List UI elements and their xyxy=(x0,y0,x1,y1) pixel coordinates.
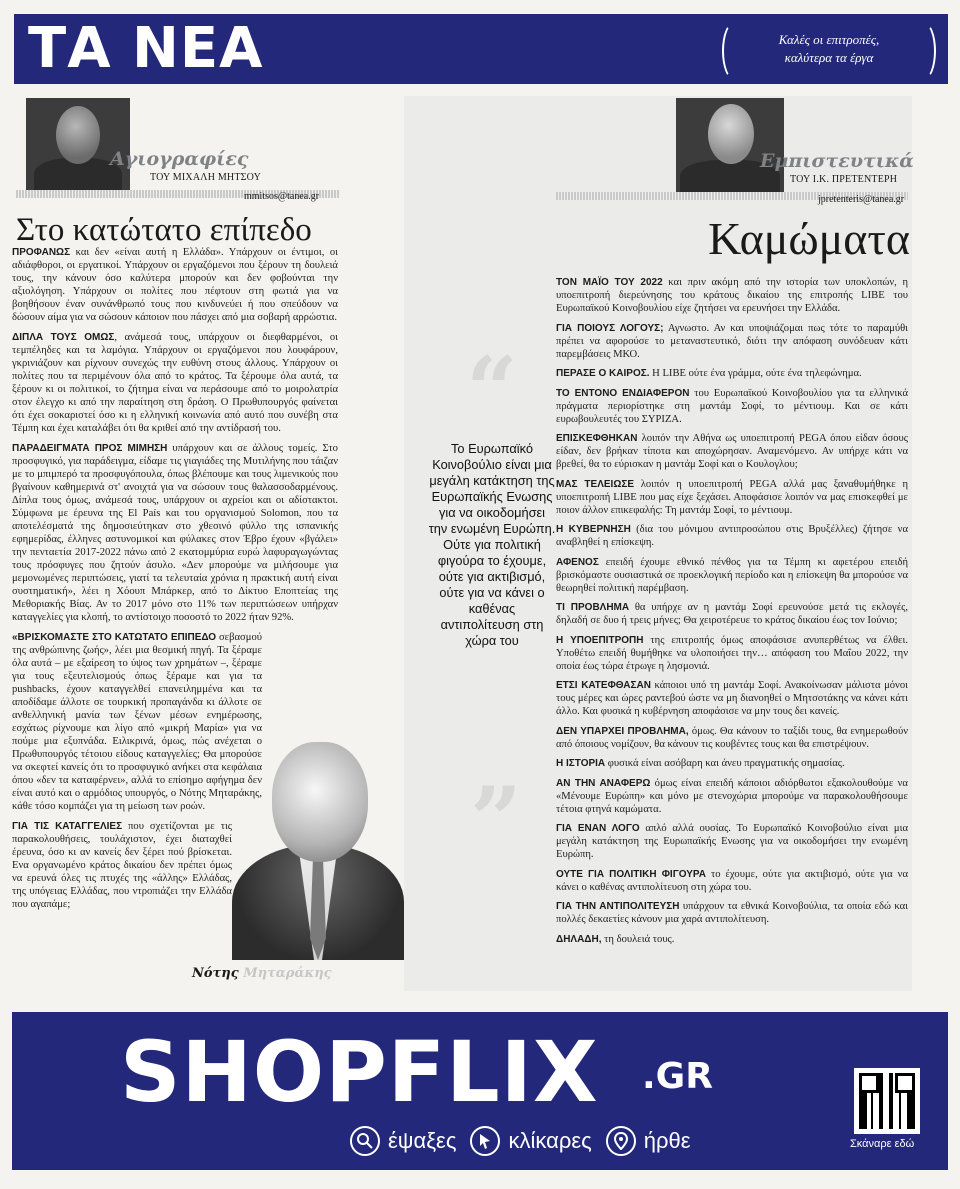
paragraph: ΠΑΡΑΔΕΙΓΜΑΤΑ ΠΡΟΣ ΜΙΜΗΣΗ υπάρχουν και σε άλλους τομείς. Στο προσφυγικό, για παράδειγμα, είδαμε τις γιαγιάδες της Μυτιλήνης που τάιζαν με το μπιμπερό τα προσφυγόπουλα, όπως βλέπουμε και τους λιμενικούς που βγαίνουν καθημερινά στ' ανοιχτά για να σώσουν τους θαλασσοδαρμένους. Δίπλα τους όμως, ανάμεσά τους, υπάρχουν οι αχρείοι και οι αδίστακτοι. Σύμφωνα με έρευνα της El País και του οργανισμού Solomon, που τα αποτελέσματά της δημοσιεύτηκαν στο χθεσινό φύλλο της ισπανικής εφημερίδας, έλληνες αστυνομικοί και φύλακες στον Έβρο έχουν «βγάλει» την πενταετία 2017-2022 πάνω από 2 εκατομμύρια ευρώ λαφυραγωγώντας τους πρόσφυγες που ζητούν άσυλο. «Δεν μπορούμε να μιλήσουμε για μεμονωμένες περιπτώσεις, γιατί τα τελευταία χρόνια η πρακτική αυτή είναι συστηματική», λέει η Χόουπ Μπάρκερ, από το Δίκτυο Εποπτείας της Μεθοριακής Βίας. Αν το 2017 μόνο στο 11% των περιπτώσεων υπήρχαν καταγγελίες για κλοπή, το αντίστοιχο ποσοστό το 2022 ήταν 92%. xyxy=(12,443,338,623)
paragraph: Η ΙΣΤΟΡΙΑ φυσικά είναι ασόβαρη και άνευ πραγματικής σημασίας. xyxy=(556,758,845,769)
qr-label: Σκάναρε εδώ xyxy=(850,1138,915,1150)
paragraph: ΓΙΑ ΤΙΣ ΚΑΤΑΓΓΕΛΙΕΣ που σχετίζονται με τις παρακολουθήσεις, τουλάχιστον, έχει διαταχθεί έρευνα, όσο κι αν κανείς δεν ξέρει πού βρίσκεται. Ενα οργανωμένο κράτος δικαίου δεν πρέπει όμως να ερευνά όλες τις πτυχές της «άλλης» Ελλάδας, της υπόγειας Ελλάδας, που ντροπιάζει την Ελλάδα που αγαπάμε; xyxy=(12,821,233,910)
paragraph: ΠΡΟΦΑΝΩΣ και δεν «είναι αυτή η Ελλάδα». Υπάρχουν οι έντιμοι, οι αδιάφθοροι, οι εργατικοί. Υπάρχουν οι εργαζόμενοι που ξέρουν τη δουλειά τους, την κάνουν όσο καλύτερα μπορούν και δεν φοβούνται την αξιολόγηση. Υπάρχουν οι πολίτες που πέφτουν στη φωτιά για να βοηθήσουν έναν συνάνθρωπό τους που κινδυνεύει ή που σπεύδουν να δώσουν αίμα για να σώσουν κάποιον που πάσχει από μια σοβαρή αρρώστια. xyxy=(12,247,338,323)
byline-left: ΤΟΥ ΜΙΧΑΛΗ ΜΗΤΣΟΥ xyxy=(150,172,262,183)
search-icon xyxy=(350,1126,380,1156)
column-name-left: Αγιογραφίες xyxy=(110,148,249,170)
cursor-icon xyxy=(470,1126,500,1156)
paragraph: Η ΚΥΒΕΡΝΗΣΗ (δια του μόνιμου αντιπροσώπου στις Βρυξέλλες) ζήτησε να αναβληθεί η επίσκεψη. xyxy=(556,524,909,548)
paragraph: ΤΙ ΠΡΟΒΛΗΜΑ θα υπήρχε αν η μαντάμ Σοφί ερευνούσε μετά τις εκλογές, δηλαδή σε δυο ή τρεις μήνες; Θα χειροτέρευε το κράτος δικαίου έως τον Ιούνιο; xyxy=(556,602,908,626)
paragraph: ΔΕΝ ΥΠΑΡΧΕΙ ΠΡΟΒΛΗΜΑ, όμως. Θα κάνουν το ταξίδι τους, θα ενημερωθούν από όποιους νομίζουν, θα κάνουν τις κουβέντες τους και θα επιστρέψουν. xyxy=(556,725,908,750)
masthead xyxy=(14,14,948,84)
pull-quote: Το Ευρωπαϊκό Κοινοβούλιο είναι μια μεγάλη κατάκτηση της Ευρωπαϊκής Ενωσης για να οικοδομήσει την ενωμένη Ευρώπη. Ούτε για πολιτική φιγούρα το έχουμε, ούτε για ακτιβισμό, ούτε για να κάνει ο καθένας αντιπολίτευση στη χώρα του xyxy=(428,441,556,648)
tagline-click: κλίκαρες xyxy=(470,1126,591,1156)
headline-left: Στο κατώτατο επίπεδο xyxy=(16,212,312,248)
email-left[interactable]: mmitsos@tanea.gr xyxy=(244,191,320,202)
photo-caption: Νότης Μηταράκης xyxy=(192,966,332,981)
paragraph: Η ΥΠΟΕΠΙΤΡΟΠΗ της επιτροπής όμως αποφάσισε ανυπερθέτως να έλθει. Υποθέτω επειδή θυμήθηκε να υλοποιήσει την… απόφαση του Μαΐου 2022, την οποία έως τώρα έτρωγε η λησμονιά. xyxy=(556,634,908,672)
ad-taglines xyxy=(350,1126,691,1156)
shopflix-logo: SHOPFLIX xyxy=(120,1023,599,1121)
shopflix-domain: .GR xyxy=(642,1056,713,1097)
paragraph: ΓΙΑ ΤΗΝ ΑΝΤΙΠΟΛΙΤΕΥΣΗ υπάρχουν τα εθνικά Κοινοβούλια, τα οποία εδώ και πολλές δεκαετίες κάνουν μια χαρά αντιπολίτευση. xyxy=(556,901,908,925)
paragraph: ΕΠΙΣΚΕΦΘΗΚΑΝ λοιπόν την Αθήνα ως υποεπιτροπή PEGA όπου είδαν όσους είδαν, δεν βρήκαν τίποτα και αποχώρησαν. Αναμενόμενο. Αν υπήρχε κάτι να βρεθεί, θα το εύρισκαν η μαντάμ Σοφί και ο Κουλογλου; xyxy=(556,433,908,470)
paragraph: ΓΙΑ ΠΟΙΟΥΣ ΛΟΓΟΥΣ; Αγνωστο. Αν και υποψιάζομαι πως τότε το παραμύθι πρέπει να αφορούσε το μεταναστευτικό, διότι την απόφαση συνόδευαν κάτι παρεμβάσεις ΜΚΟ. xyxy=(556,322,908,360)
paragraph: ΔΙΠΛΑ ΤΟΥΣ ΟΜΩΣ, ανάμεσά τους, υπάρχουν οι διεφθαρμένοι, οι τεμπέληδες και τα λαμόγια. Υπάρχουν οι εργαζόμενοι που λουφάρουν, γκρινιάζουν και ρίχνουν συνεχώς την ευθύνη στους άλλους. Υπάρχουν οι πολίτες που τα περιμένουν όλα από το κράτος. Τα ξέρουμε όλα αυτά, τα ξέρουν κι οι πολιτικοί, το ζήτημα είναι να περάσουμε από το μοιρολατρία στον έλεγχο κι από την παραίτηση στη δράση. Ο Πρωθυπουργός φαίνεται ότι έχει σοκαριστεί όσο κι η ελληνική κοινωνία από αυτό που συνέβη στα Τέμπη και έχει καταλάβει ότι θα κριθεί από την αντίδρασή του. xyxy=(12,332,338,434)
paragraph: ΑΝ ΤΗΝ ΑΝΑΦΕΡΩ όμως είναι επειδή κάποιοι αδιόρθωτοι εξακολουθούμε να «Μένουμε Ευρώπη» και μόνο με στενοχώρια μπορούμε να παρακολουθήσουμε τέτοια φτηνά καμώματα. xyxy=(556,777,908,815)
close-quote-icon: ” xyxy=(470,767,522,873)
tagline-search: έψαξες xyxy=(350,1126,456,1156)
paragraph: ΟΥΤΕ ΓΙΑ ΠΟΛΙΤΙΚΗ ΦΙΓΟΥΡΑ το έχουμε, ούτε για ακτιβισμό, ούτε για να κάνει ο καθένας αντιπολίτευση στη χώρα του. xyxy=(556,868,908,893)
paragraph: ΓΙΑ ΕΝΑΝ ΛΟΓΟ απλό αλλά ουσίας. Το Ευρωπαϊκό Κοινοβούλιο είναι μια μεγάλη κατάκτηση της Ευρωπαϊκής Ενωσης για να οικοδομήσει την ενωμένη Ευρώπη. xyxy=(556,823,909,860)
newspaper-logo: ΤΑ ΝΕΑ xyxy=(28,16,264,81)
paragraph: ΕΤΣΙ ΚΑΤΕΦΘΑΣΑΝ κάποιοι υπό τη μαντάμ Σοφί. Ανακοίνωσαν μάλιστα μόνοι τους μέρες και ώρες ραντεβού ώστε να μη διανοηθεί ο Μητσοτάκης να κάνει κάτι άλλο. Και φυσικά η κυβέρνηση αποφάσισε να μην τους δει κανείς. xyxy=(556,680,908,717)
paragraph: ΜΑΣ ΤΕΛΕΙΩΣΕ λοιπόν η υποεπιτροπή PEGA αλλά μας ξαναθυμήθηκε η υποεπιτροπή LIBE που μας είχε ξεχάσει. Αποφάσισε λοιπόν να μας επισκεφθεί με ποιον άλλον επικεφαλής: Τη μαντάμ Σοφί, το μέντιουμ. xyxy=(556,478,909,516)
paragraph: «ΒΡΙΣΚΟΜΑΣΤΕ ΣΤΟ ΚΑΤΩΤΑΤΟ ΕΠΙΠΕΔΟ σεβασμού της ανθρώπινης ζωής», λέει μια θεσμική πηγή. Τα ξέραμε όλα αυτά – με εξαίρεση το ύψος των χρημάτων –, ξέραμε για τους εξευτελισμούς όπως ξέραμε και για τα pushbacks, έχουν καταγγελθεί επανειλημμένα και τα αποδίδαμε άλλοτε σε τουρκική προπαγάνδα κι άλλοτε σε ανθελληνική μανία των ξένων μέσων ενημέρωσης, εσχάτως ρίχνουμε και λίγο από «μικρή Μαρία» για να πούμε μια εξυπνάδα. Ειλικρινά, όμως, πώς ανέχεται ο Πρωθυπουργός τέτοιου είδους καταγγελίες; Θα μπορούσε να σκεφτεί κανείς ότι το προσφυγικό ανήκει στα κεφάλαια όπου «δεν τα καταφέρνει», αλλά το επίσημο αφήγημα δεν είναι αυτό και ο αρμόδιος υπουργός, ο Νότης Μηταράκης, κάθε τόσο κομπάζει για τη μείωση των ροών. xyxy=(12,632,262,812)
slogan-line-2: καλύτερα τα έργα xyxy=(784,50,874,65)
slogan-line-1: Καλές οι επιτροπές, xyxy=(778,32,880,47)
headline-right: Καμώματα xyxy=(708,213,910,264)
paragraph: ΔΗΛΑΔΗ, τη δουλειά τους. xyxy=(556,933,675,945)
portrait-photo xyxy=(232,732,404,960)
paragraph: ΠΕΡΑΣΕ Ο ΚΑΙΡΟΣ. Η LIBE ούτε ένα γράμμα, ούτε ένα τηλεφώνημα. xyxy=(556,368,862,379)
email-right[interactable]: jpretenteris@tanea.gr xyxy=(818,194,905,205)
columnist-photo-left xyxy=(26,98,130,192)
article-right xyxy=(556,276,908,952)
paragraph: ΑΦΕΝΟΣ επειδή έχουμε εθνικό πένθος για τα Τέμπη κι αφετέρου επειδή βρισκόμαστε ουσιαστικά σε προεκλογική περίοδο και η επίσκεψη θα μπορούσε να θεωρηθεί πολιτική παρέμβαση. xyxy=(556,556,908,594)
paragraph: ΤΟ ΕΝΤΟΝΟ ΕΝΔΙΑΦΕΡΟΝ του Ευρωπαϊκού Κοινοβουλίου για τα ελληνικά πράγματα περιορίστηκε στη μαντάμ Σοφί, το μέντιουμ. Και σε κάτι ευρωβουλευτές του ΣΥΡΙΖΑ. xyxy=(556,387,908,425)
columnist-photo-right xyxy=(676,98,784,194)
qr-code[interactable] xyxy=(854,1068,920,1134)
shopflix-advertisement[interactable] xyxy=(12,1012,948,1170)
byline-right: ΤΟΥ Ι.Κ. ΠΡΕΤΕΝΤΕΡΗ xyxy=(790,174,898,185)
tagline-arrived: ήρθε xyxy=(606,1126,691,1156)
masthead-slogan xyxy=(724,20,934,78)
paragraph: ΤΟΝ ΜΑΪΟ ΤΟΥ 2022 και πριν ακόμη από την ιστορία των υποκλοπών, η υποεπιτροπή διερεύνησης του κράτους δικαίου της επιτροπής LIBE του Ευρωπαϊκού Κοινοβουλίου είχε ζητήσει να ερευνήσει την Ελλάδα. xyxy=(556,277,909,314)
column-name-right: Εμπιστευτικά xyxy=(760,150,914,172)
open-quote-icon: “ xyxy=(466,337,518,443)
location-pin-icon xyxy=(606,1126,636,1156)
